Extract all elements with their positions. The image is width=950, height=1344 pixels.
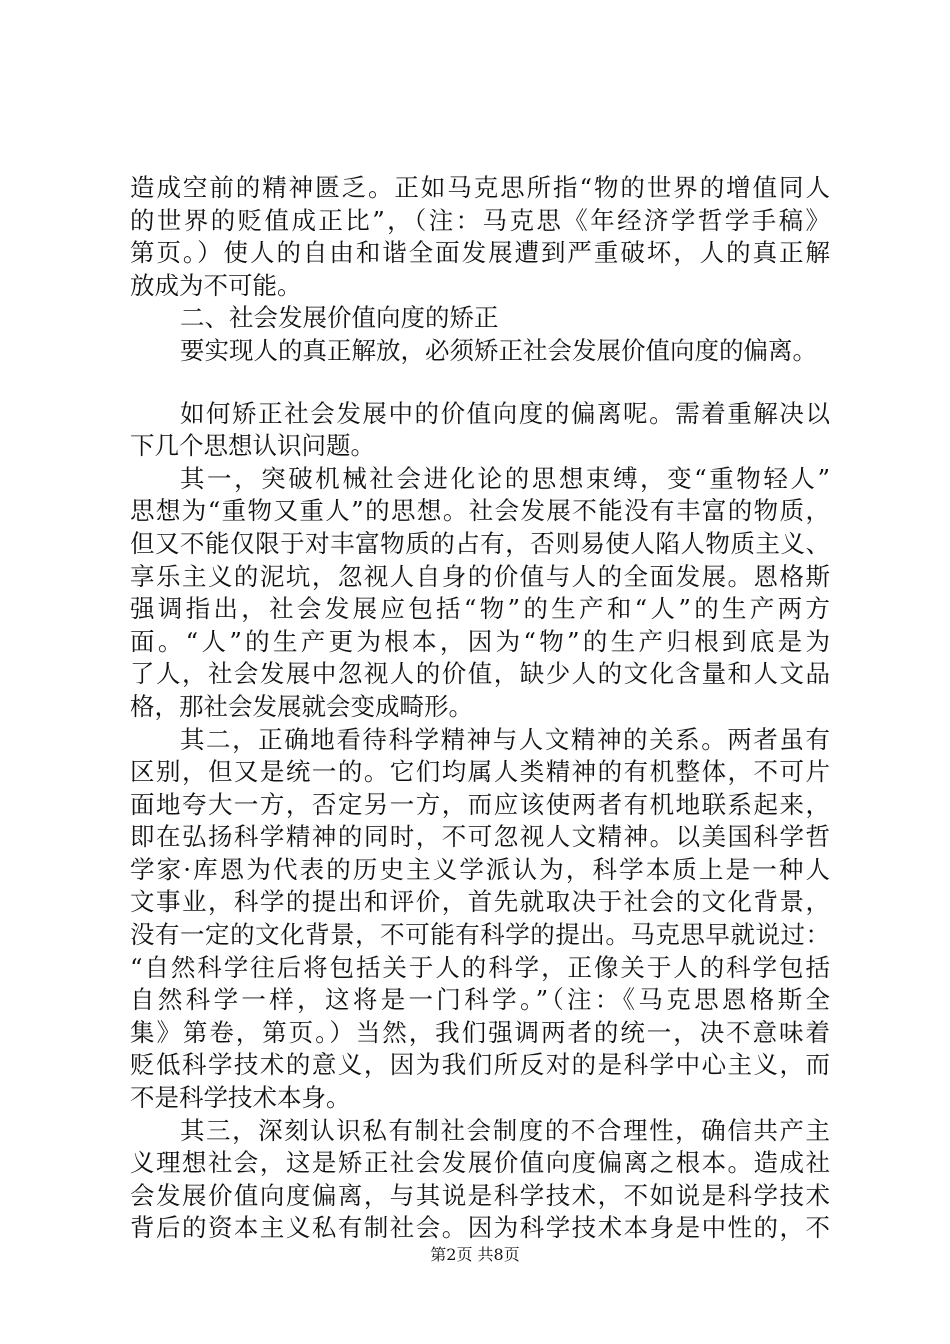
text-line: 了人，社会发展中忽视人的价值，缺少人的文化含量和人文品 [130, 659, 830, 689]
page-number-footer: 第2页 共8页 [430, 1245, 520, 1264]
text-line: 思想为“重物又重人”的思想。社会发展不能没有丰富的物质， [130, 496, 830, 526]
text-line: 集》第卷，第页。）当然，我们强调两者的统一，决不意味着 [130, 1017, 830, 1047]
paragraph-gap [130, 368, 830, 398]
text-line: “自然科学往后将包括关于人的科学，正像关于人的科学包括 [130, 952, 830, 982]
text-line: 文事业，科学的提出和评价，首先就取决于社会的文化背景， [130, 887, 830, 917]
text-line: 其一，突破机械社会进化论的思想束缚，变“重物轻人” [180, 463, 830, 493]
text-line: 背后的资本主义私有制社会。因为科学技术本身是中性的，不 [130, 1213, 830, 1243]
text-line: 会发展价值向度偏离，与其说是科学技术，不如说是科学技术 [130, 1180, 830, 1210]
document-body [130, 172, 830, 1245]
text-line: 区别，但又是统一的。它们均属人类精神的有机整体，不可片 [130, 757, 830, 787]
text-line: 但又不能仅限于对丰富物质的占有，否则易使人陷人物质主义、 [130, 528, 830, 558]
text-line: 义理想社会，这是矫正社会发展价值向度偏离之根本。造成社 [130, 1148, 830, 1178]
text-line: 第页。）使人的自由和谐全面发展遭到严重破坏，人的真正解 [130, 238, 830, 268]
section-heading: 二、社会发展价值向度的矫正 [180, 303, 499, 333]
text-line: 面地夸大一方，否定另一方，而应该使两者有机地联系起来， [130, 789, 830, 819]
text-line: 学家·库恩为代表的历史主义学派认为，科学本质上是一种人 [130, 854, 830, 884]
text-line: 面。“人”的生产更为根本，因为“物”的生产归根到底是为 [130, 626, 830, 656]
text-line: 格，那社会发展就会变成畸形。 [130, 691, 473, 721]
text-line: 放成为不可能。 [130, 270, 302, 300]
text-line: 的世界的贬值成正比”，（注：马克思《年经济学哲学手稿》 [130, 205, 830, 235]
text-line: 造成空前的精神匮乏。正如马克思所指“物的世界的增值同人 [130, 173, 830, 202]
text-line: 下几个思想认识问题。 [130, 431, 375, 461]
text-line: 其二，正确地看待科学精神与人文精神的关系。两者虽有 [180, 724, 830, 754]
text-line: 如何矫正社会发展中的价值向度的偏离呢。需着重解决以 [180, 398, 830, 428]
text-line: 其三，深刻认识私有制社会制度的不合理性，确信共产主 [180, 1115, 830, 1145]
text-line: 贬低科学技术的意义，因为我们所反对的是科学中心主义，而 [130, 1050, 830, 1080]
text-line: 要实现人的真正解放，必须矫正社会发展价值向度的偏离。 [180, 335, 817, 365]
text-line: 强调指出，社会发展应包括“物”的生产和“人”的生产两方 [130, 594, 830, 624]
text-line: 享乐主义的泥坑，忽视人自身的价值与人的全面发展。恩格斯 [130, 561, 830, 591]
text-line: 没有一定的文化背景，不可能有科学的提出。马克思早就说过： [130, 920, 830, 950]
text-line: 不是科学技术本身。 [130, 1083, 351, 1113]
text-line: 自然科学一样，这将是一门科学。”（注：《马克思恩格斯全 [130, 985, 830, 1015]
text-line: 即在弘扬科学精神的同时，不可忽视人文精神。以美国科学哲 [130, 822, 830, 852]
